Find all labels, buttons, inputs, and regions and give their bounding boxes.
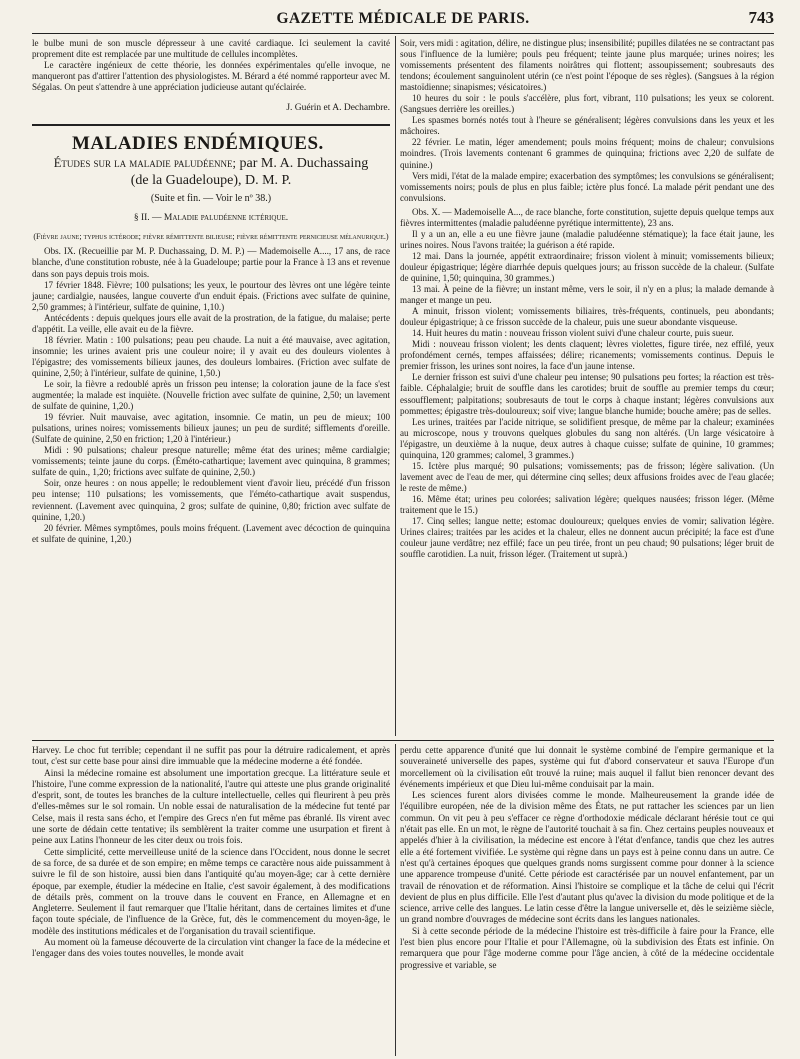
paragraph: Soir, onze heures : on nous appelle; le redoublement vient d'avoir lieu, précédé d'un frisson peu intense; 110 pulsations; les vomissements, que l'éméto-cathartique avait suspendus, reviennent. (Lavement avec quinquina, 2 gros; sulfate de quinine, 0,80; friction avec sulfate de quinine, 1,20.) [32, 478, 390, 522]
paragraph: Les spasmes bornés notés tout à l'heure se généralisent; légères convulsions dans les yeux et les mâchoires. [400, 115, 774, 137]
section-title: MALADIES ENDÉMIQUES. [72, 133, 324, 155]
paragraph: Midi : nouveau frisson violent; les dents claquent; lèvres violettes, figure tirée, nez effilé, yeux profondément cernés, tempes affaissées; délire; ricanements; vomissements continus. Depuis le premier frisson, les urines sont noires, la face d'un jaune intense. [400, 339, 774, 372]
continuation-note: (Suite et fin. — Voir le nº 38.) [150, 193, 272, 205]
paragraph: Midi : 90 pulsations; chaleur presque naturelle; même état des urines; même cardialgie; vomissements; teinte jaune du corps. (Éméto-cathartique; lavement avec quinquina, 8 grammes; sulfate de quin., 1,20; frictions avec sulfate de quinine, 2,50.) [32, 445, 390, 478]
paragraph: 16. Même état; urines peu colorées; salivation légère; quelques nausées; frisson léger. (Même traitement que le 15.) [400, 493, 774, 515]
paragraph: Au moment où la fameuse découverte de la circulation vint changer la face de la médecine et l'engager dans des voies toutes nouvelles, le monde avait [32, 938, 390, 960]
paragraph: Le caractère ingénieux de cette théorie, les données expérimentales qu'elle invoque, ne manqueront pas d'attirer l'attention des physiologistes. M. Bérard a été nommé rapporteur avec M. Ségalas. On peut s'attendre à une appréciation judicieuse autant qu'éclairée. [32, 60, 390, 93]
paragraph: 13 mai. À peine de la fièvre; un instant même, vers le soir, il n'y en a plus; la malade demande à manger et mange un peu. [400, 284, 774, 306]
paragraph: Vers midi, l'état de la malade empire; exacerbation des symptômes; les convulsions se généralisent; vomissements noirs; pouls de plus en plus faible; ictère plus foncé. La malade périt pendant une des convulsions. [400, 170, 774, 203]
paragraph: 19 février. Nuit mauvaise, avec agitation, insomnie. Ce matin, un peu de mieux; 100 pulsations, urines noires; vomissements bilieux jaunes; un peu de surdité; sifflements d'oreille. (Sulfate de quinine, 2,50 en friction; 1,20 à l'intérieur.) [32, 412, 390, 445]
column-divider [395, 744, 396, 1056]
paragraph: Obs. IX. (Recueillie par M. P. Duchassaing, D. M. P.) — Mademoiselle A...., 17 ans, de race blanche, d'une constitution robuste, née à la Guadeloupe; partie pour la France à 13 ans et revenue dans son pays depuis trois mois. [32, 246, 390, 279]
journal-title: GAZETTE MÉDICALE DE PARIS. [276, 10, 530, 27]
paragraph: perdu cette apparence d'unité que lui donnait le système combiné de l'empire germanique et la souveraineté universelle des papes, système qui fut d'abord conservateur et sauva l'Europe d'un morcellement où la civilisation eût trouvé la ruine; mais auquel il fallut bien renoncer devant des événements impérieux et que Dieu lui-même conduisait par la main. [400, 746, 774, 790]
paragraph: 20 février. Mêmes symptômes, pouls moins fréquent. (Lavement avec décoction de quinquina et sulfate de quinine, 1,20.) [32, 522, 390, 544]
subsection-text: § II. — Maladie paludéenne ictérique. [133, 213, 289, 224]
section-divider [32, 124, 390, 126]
paragraph: 15. Ictère plus marqué; 90 pulsations; vomissements; pas de frisson; légère salivation. (Un lavement avec de l'eau de mer, qui détermine cinq selles; deux affusions froides avec de l'eau glacée; le reste de même.) [400, 460, 774, 493]
subsection-title [32, 212, 390, 224]
page-number: 743 [748, 8, 774, 27]
paragraph: 18 février. Matin : 100 pulsations; peau peu chaude. La nuit a été mauvaise, avec agitation, insomnie; les urines avaient pris une couleur noire; il y avait eu des douleurs violentes à l'épigastre; des vomissements bilieux jaunes, des douleurs lombaires. (Friction avec sulfate de quinine, 2,50; à l'intérieur, sulfate de quinine, 1,50.) [32, 334, 390, 378]
left-column-top [32, 38, 390, 545]
paragraph: Les sciences furent alors divisées comme le monde. Malheureusement la grande idée de l'équilibre européen, née de la division même des États, ne put rattacher les sciences par un lien commun. On vit peu à peu s'effacer ce règne d'orthodoxie médicale déclarant hérésie tout ce qui n'était pas elle. En un mot, le règne de l'autorité touchait à sa fin. Chez certains peuples nouveaux et appelés d'hier à la civilisation, la médecine est encore à l'état d'enfance, tandis que chez les autres elle a été fortement vivifiée. Le système qui règne dans un pays est à peine connu dans un autre. Ce n'est qu'à certaines époques que quelques grands noms surgissent comme pour donner à la science une apparence trompeuse d'unité. Cette période est caractérisée par un nouvel enfantement, par un travail de rénovation et de réformation. Ainsi l'histoire se complique et la tâche de celui qui l'écrit devient de plus en plus difficile. Elle l'est d'autant plus qu'avec la division du mode politique et de la science, arrive celle des langues. Le latin cesse d'être la langue universelle et, dès le seizième siècle, un grand nombre d'ouvrages de médecine sont écrits dans les langues nationales. [400, 791, 774, 926]
paragraph: le bulbe muni de son muscle dépresseur à une cavité cardiaque. Ici seulement la cavité proprement dite est remplacée par une multitude de cellules incomplètes. [32, 38, 390, 60]
paragraph: A minuit, frisson violent; vomissements biliaires, très-fréquents, continuels, peu abondants; douleur épigastrique; à ce frisson succède de la chaleur, puis une sueur abondante visqueuse. [400, 306, 774, 328]
study-title [32, 155, 390, 189]
study-title-part: Études sur la maladie paludéenne; [53, 156, 237, 171]
paragraph: 10 heures du soir : le pouls s'accélère, plus fort, vibrant, 110 pulsations; les yeux se colorent. (Sangsues derrière les oreilles.) [400, 93, 774, 115]
study-title-origin: (de la Guadeloupe), D. M. P. [130, 173, 292, 189]
paragraph: Soir, vers midi : agitation, délire, ne distingue plus; insensibilité; pupilles dilatées ne se contractant pas sous l'influence de la lumière; pouls peu fréquent; teinte jaune plus marquée; urines noires; les vomissements présentent des filaments noirâtres qui flottent; assoupissement; soubresauts des tendons; écoulement sanguinolent utérin (ce n'est point l'époque de ses règles). (Sangsues à la région mastoïdienne; sinapismes; vésicatoires.) [400, 38, 774, 93]
paragraph: 12 mai. Dans la journée, appétit extraordinaire; frisson violent à minuit; vomissements bilieux; douleur épigastrique; légère diarrhée depuis quelques jours; au frisson succède de la chaleur. (Sulfate de quinine, 1,50; quinquina, 30 grammes.) [400, 250, 774, 283]
page-header [32, 8, 774, 32]
left-column-bottom [32, 746, 390, 961]
paragraph: Le soir, la fièvre a redoublé après un frisson peu intense; la coloration jaune de la face s'est augmentée; la malade est inquiète. (Nouvelle friction avec sulfate de quinine, 2,50; un lavement de sulfate de quinine, 1,20.) [32, 378, 390, 412]
paragraph: 14. Huit heures du matin : nouveau frisson violent suivi d'une chaleur courte, puis sueur. [412, 328, 734, 339]
study-title-author: par M. A. Duchassaing [239, 156, 369, 172]
paragraph: 22 février. Le matin, léger amendement; pouls moins fréquent; moins de chaleur; convulsions moindres. (Trois lavements contenant 6 grammes de quinquina; frictions avec 2,20 de sulfate de quinine.) [400, 137, 774, 170]
paragraph: Le dernier frisson est suivi d'une chaleur peu intense; 90 pulsations peu fortes; la réaction est très-faible. Céphalalgie; bruit de souffle dans les carotides; bruit de souffle au premier temps du cœur; essoufflement; palpitations; soubresauts de tout le corps à chaque instant; légères convulsions aux pommettes; épigastre très-douloureux; soif vive; langue blanche humide; bouche amère; pas de selles. [400, 372, 774, 416]
signature: J. Guérin et A. Dechambre. [286, 103, 390, 114]
feuilleton-divider [32, 740, 774, 741]
paragraph: Harvey. Le choc fut terrible; cependant il ne suffit pas pour la détruire radicalement, et après tout, c'est sur cette base pour ainsi dire immuable que la médecine moderne a été fondée. [32, 746, 390, 768]
paragraph: Il y a un an, elle a eu une fièvre jaune (maladie paludéenne stématique); la face était jaune, les urines noires. Nous l'avons traitée; la guérison a été rapide. [400, 228, 774, 250]
paragraph: Obs. X. — Mademoiselle A..., de race blanche, forte constitution, sujette depuis quelque temps aux fièvres intermittentes (maladie paludéenne pyrétique intermittente), 23 ans. [400, 206, 774, 228]
paragraph: Antécédents : depuis quelques jours elle avait de la prostration, de la fatigue, du malaise; perte d'appétit. La veille, elle avait eu de la fièvre. [32, 312, 390, 334]
paragraph: Cette simplicité, cette merveilleuse unité de la science dans l'Occident, nous donne le secret de sa force, de sa durée et de son empire; en même temps ce caractère nous aide puissamment à suivre le fil de son histoire, aussi bien dans l'antiquité qu'au moyen-âge; car à cette dernière époque, par exemple, étudier la médecine en Italie, c'est savoir également, à des modifications de détails près, comment on la trouve dans le couvent en France, en Allemagne et en Angleterre. Seulement il faut remarquer que l'Italie héritant, dans de certaines limites et d'une façon toute spéciale, de l'influence de la Grèce, fut, dès le commencement du moyen-âge, le modèle des institutions médicales et de l'organisation du travail scientifique. [32, 847, 390, 937]
paragraph: Les urines, traitées par l'acide nitrique, se solidifient presque, de même par la chaleur; examinées au microscope, nous y trouvons quelques globules du sang non altérés. (Un large vésicatoire à l'épigastre, un deuxième à la nuque, deux autres à chaque cuisse; sulfate de quinine, 10 grammes; quinquina, 120 grammes; calomel, 3 grammes.) [400, 416, 774, 460]
paragraph: Si à cette seconde période de la médecine l'histoire est très-difficile à faire pour la France, elle l'est bien plus encore pour l'Italie et pour l'Allemagne, où la subdivision des États est infinie. On remarquera que pour l'âge moderne comme pour l'âge ancien, à côté de la médecine occidentale progressive et variable, se [400, 926, 774, 971]
paragraph: 17 février 1848. Fièvre; 100 pulsations; les yeux, le pourtour des lèvres ont une légère teinte jaune; cardialgie, nausées, langue couverte d'un enduit épais. (Frictions avec sulfate de quinine, 2,50 grammes; à l'intérieur, sulfate de quinine, 1,10.) [32, 279, 390, 312]
header-rule [32, 33, 774, 34]
right-column-bottom [400, 746, 774, 972]
right-column-top [400, 38, 774, 560]
paragraph: 17. Cinq selles; langue nette; estomac douloureux; quelques envies de vomir; salivation légère. Urines claires; traitées par les acides et la chaleur, elles ne donnent aucun précipité; la face est d'une couleur jaune verdâtre; nez effilé; face un peu tirée, front un peu chaud; 90 pulsations; léger bruit de souffle carotidien. La nuit, frisson léger. (Traitement ut suprà.) [400, 516, 774, 560]
synonyms-note: (Fièvre jaune; typhus ictérode; fièvre rémittente bilieuse; fièvre rémittente pernicieuse mélanurique.) [33, 232, 389, 242]
column-divider [395, 36, 396, 736]
paragraph: Ainsi la médecine romaine est absolument une importation grecque. La littérature seule et l'histoire, l'une comme expression de la nationalité, l'autre qui atteste une plus grande originalité d'esprit, sont, de toutes les branches de la culture intellectuelle, celles qui fleurirent à peu près d'elles-mêmes sur le sol romain. Un noble essai de naturalisation de la médecine fut tenté par Celse, mais il resta sans écho, et l'empire des Grecs n'en fut même pas ébranlé. Ils virent avec une sorte de dédain cette tentative; ils semblèrent la traiter comme une usurpation et firent à peine aux Latins l'honneur de les citer deux ou trois fois. [32, 768, 390, 847]
